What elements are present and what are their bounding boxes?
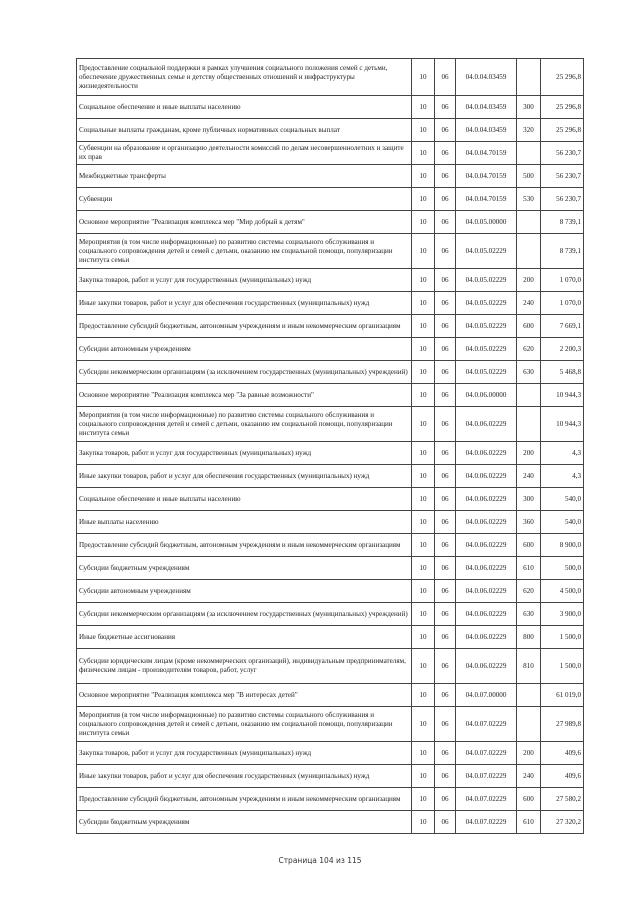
expense-type-cell — [517, 707, 541, 742]
subsection-cell: 06 — [435, 292, 456, 315]
subsection-cell: 06 — [435, 338, 456, 361]
amount-cell: 7 669,1 — [541, 315, 584, 338]
expense-type-cell: 240 — [517, 465, 541, 488]
amount-cell: 409,6 — [541, 742, 584, 765]
expense-name-cell: Мероприятия (в том числе информационные) по развитию системы социального обслуживания и социального сопровождения детей и семей с детьми, оказанию им социальной помощи, популяризации института семьи — [77, 707, 412, 742]
amount-cell: 27 989,8 — [541, 707, 584, 742]
subsection-cell: 06 — [435, 580, 456, 603]
amount-cell: 27 580,2 — [541, 788, 584, 811]
expense-name-cell: Субвенции — [77, 188, 412, 211]
amount-cell: 8 739,1 — [541, 234, 584, 269]
target-article-cell: 04.0.04.03459 — [456, 119, 517, 142]
section-cell: 10 — [412, 649, 435, 684]
target-article-cell: 04.0.06.02229 — [456, 580, 517, 603]
expense-name-cell: Основное мероприятие "Реализация комплекса мер "Мир добрый к детям" — [77, 211, 412, 234]
expense-type-cell: 630 — [517, 603, 541, 626]
target-article-cell: 04.0.06.02229 — [456, 511, 517, 534]
amount-cell: 3 900,0 — [541, 603, 584, 626]
table-row — [77, 684, 584, 707]
table-row — [77, 338, 584, 361]
target-article-cell: 04.0.07.02229 — [456, 811, 517, 834]
expense-type-cell: 620 — [517, 580, 541, 603]
subsection-cell: 06 — [435, 557, 456, 580]
expense-type-cell: 800 — [517, 626, 541, 649]
expense-type-cell — [517, 59, 541, 96]
amount-cell: 25 296,8 — [541, 119, 584, 142]
target-article-cell: 04.0.07.02229 — [456, 707, 517, 742]
table-row — [77, 211, 584, 234]
table-row — [77, 234, 584, 269]
target-article-cell: 04.0.06.02229 — [456, 626, 517, 649]
amount-cell: 56 230,7 — [541, 165, 584, 188]
table-row — [77, 361, 584, 384]
expense-name-cell: Субвенции на образование и организацию деятельности комиссий по делам несовершеннолетних и защите их прав — [77, 142, 412, 165]
expense-name-cell: Субсидии некоммерческим организациям (за исключением государственных (муниципальных) учреждений) — [77, 603, 412, 626]
expense-name-cell: Предоставление субсидий бюджетным, автономным учреждениям и иным некоммерческим организациям — [77, 788, 412, 811]
target-article-cell: 04.0.05.00000 — [456, 211, 517, 234]
amount-cell: 25 296,8 — [541, 59, 584, 96]
amount-cell: 56 230,7 — [541, 142, 584, 165]
expense-type-cell: 200 — [517, 442, 541, 465]
section-cell: 10 — [412, 788, 435, 811]
target-article-cell: 04.0.04.70159 — [456, 188, 517, 211]
target-article-cell: 04.0.05.02229 — [456, 338, 517, 361]
target-article-cell: 04.0.05.02229 — [456, 315, 517, 338]
section-cell: 10 — [412, 407, 435, 442]
amount-cell: 1 070,0 — [541, 269, 584, 292]
expense-type-cell: 600 — [517, 315, 541, 338]
section-cell: 10 — [412, 465, 435, 488]
subsection-cell: 06 — [435, 707, 456, 742]
amount-cell: 8 900,0 — [541, 534, 584, 557]
amount-cell: 409,6 — [541, 765, 584, 788]
target-article-cell: 04.0.04.70159 — [456, 165, 517, 188]
table-row — [77, 580, 584, 603]
expense-type-cell — [517, 234, 541, 269]
subsection-cell: 06 — [435, 188, 456, 211]
table-row — [77, 59, 584, 96]
section-cell: 10 — [412, 292, 435, 315]
expense-name-cell: Субсидии бюджетным учреждениям — [77, 811, 412, 834]
page-number: Страница 104 из 115 — [278, 856, 362, 865]
target-article-cell: 04.0.05.02229 — [456, 292, 517, 315]
table-row — [77, 765, 584, 788]
target-article-cell: 04.0.07.02229 — [456, 788, 517, 811]
target-article-cell: 04.0.04.70159 — [456, 142, 517, 165]
subsection-cell: 06 — [435, 465, 456, 488]
section-cell: 10 — [412, 557, 435, 580]
amount-cell: 5 468,8 — [541, 361, 584, 384]
amount-cell: 56 230,7 — [541, 188, 584, 211]
subsection-cell: 06 — [435, 211, 456, 234]
target-article-cell: 04.0.06.02229 — [456, 534, 517, 557]
expense-name-cell: Иные выплаты населению — [77, 511, 412, 534]
section-cell: 10 — [412, 315, 435, 338]
subsection-cell: 06 — [435, 488, 456, 511]
amount-cell: 4,3 — [541, 465, 584, 488]
section-cell: 10 — [412, 707, 435, 742]
section-cell: 10 — [412, 580, 435, 603]
amount-cell: 10 944,3 — [541, 407, 584, 442]
table-row — [77, 119, 584, 142]
subsection-cell: 06 — [435, 649, 456, 684]
table-row — [77, 165, 584, 188]
amount-cell: 1 500,0 — [541, 626, 584, 649]
table-row — [77, 603, 584, 626]
section-cell: 10 — [412, 269, 435, 292]
amount-cell: 8 739,1 — [541, 211, 584, 234]
amount-cell: 61 019,0 — [541, 684, 584, 707]
subsection-cell: 06 — [435, 626, 456, 649]
subsection-cell: 06 — [435, 534, 456, 557]
target-article-cell: 04.0.07.02229 — [456, 742, 517, 765]
expense-name-cell: Основное мероприятие "Реализация комплекса мер "За равные возможности" — [77, 384, 412, 407]
expense-name-cell: Социальное обеспечение и иные выплаты населению — [77, 488, 412, 511]
expense-name-cell: Иные бюджетные ассигнования — [77, 626, 412, 649]
expense-name-cell: Субсидии автономным учреждениям — [77, 580, 412, 603]
section-cell: 10 — [412, 338, 435, 361]
subsection-cell: 06 — [435, 811, 456, 834]
section-cell: 10 — [412, 765, 435, 788]
section-cell: 10 — [412, 488, 435, 511]
amount-cell: 10 944,3 — [541, 384, 584, 407]
target-article-cell: 04.0.06.02229 — [456, 603, 517, 626]
table-row — [77, 269, 584, 292]
target-article-cell: 04.0.07.02229 — [456, 765, 517, 788]
expense-type-cell — [517, 211, 541, 234]
expense-name-cell: Предоставление субсидий бюджетным, автономным учреждениям и иным некоммерческим организациям — [77, 534, 412, 557]
amount-cell: 4,3 — [541, 442, 584, 465]
expense-type-cell: 200 — [517, 742, 541, 765]
section-cell: 10 — [412, 626, 435, 649]
section-cell: 10 — [412, 742, 435, 765]
table-row — [77, 511, 584, 534]
section-cell: 10 — [412, 442, 435, 465]
amount-cell: 540,0 — [541, 511, 584, 534]
section-cell: 10 — [412, 511, 435, 534]
section-cell: 10 — [412, 188, 435, 211]
expense-type-cell: 240 — [517, 765, 541, 788]
subsection-cell: 06 — [435, 765, 456, 788]
subsection-cell: 06 — [435, 142, 456, 165]
amount-cell: 27 320,2 — [541, 811, 584, 834]
subsection-cell: 06 — [435, 165, 456, 188]
expense-type-cell: 620 — [517, 338, 541, 361]
expense-type-cell: 600 — [517, 534, 541, 557]
expense-type-cell: 200 — [517, 269, 541, 292]
expense-type-cell: 530 — [517, 188, 541, 211]
target-article-cell: 04.0.06.02229 — [456, 442, 517, 465]
table-row — [77, 315, 584, 338]
subsection-cell: 06 — [435, 119, 456, 142]
table-row — [77, 649, 584, 684]
target-article-cell: 04.0.06.02229 — [456, 465, 517, 488]
table-row — [77, 534, 584, 557]
target-article-cell: 04.0.04.03459 — [456, 96, 517, 119]
target-article-cell: 04.0.05.02229 — [456, 269, 517, 292]
subsection-cell: 06 — [435, 384, 456, 407]
subsection-cell: 06 — [435, 269, 456, 292]
table-row — [77, 142, 584, 165]
target-article-cell: 04.0.04.03459 — [456, 59, 517, 96]
expense-type-cell: 500 — [517, 165, 541, 188]
table-row — [77, 742, 584, 765]
target-article-cell: 04.0.07.00000 — [456, 684, 517, 707]
table-row — [77, 465, 584, 488]
expense-name-cell: Иные закупки товаров, работ и услуг для обеспечения государственных (муниципальных) нужд — [77, 292, 412, 315]
section-cell: 10 — [412, 534, 435, 557]
expense-type-cell: 600 — [517, 788, 541, 811]
expense-name-cell: Субсидии некоммерческим организациям (за исключением государственных (муниципальных) учреждений) — [77, 361, 412, 384]
expense-name-cell: Межбюджетные трансферты — [77, 165, 412, 188]
expense-name-cell: Иные закупки товаров, работ и услуг для обеспечения государственных (муниципальных) нужд — [77, 765, 412, 788]
table-row — [77, 96, 584, 119]
amount-cell: 1 070,0 — [541, 292, 584, 315]
expense-name-cell: Мероприятия (в том числе информационные) по развитию системы социального обслуживания и социального сопровождения детей и семей с детьми, оказанию им социальной помощи, популяризации института семьи — [77, 407, 412, 442]
expense-name-cell: Предоставление субсидий бюджетным, автономным учреждениям и иным некоммерческим организациям — [77, 315, 412, 338]
expense-type-cell: 300 — [517, 96, 541, 119]
table-row — [77, 442, 584, 465]
subsection-cell: 06 — [435, 511, 456, 534]
table-row — [77, 407, 584, 442]
subsection-cell: 06 — [435, 442, 456, 465]
expense-type-cell — [517, 684, 541, 707]
table-row — [77, 384, 584, 407]
section-cell: 10 — [412, 119, 435, 142]
subsection-cell: 06 — [435, 407, 456, 442]
amount-cell: 2 200,3 — [541, 338, 584, 361]
section-cell: 10 — [412, 142, 435, 165]
expense-type-cell: 320 — [517, 119, 541, 142]
table-row — [77, 788, 584, 811]
target-article-cell: 04.0.06.02229 — [456, 407, 517, 442]
expense-name-cell: Иные закупки товаров, работ и услуг для обеспечения государственных (муниципальных) нужд — [77, 465, 412, 488]
expense-name-cell: Предоставление социальной поддержки в рамках улучшения социального положения семей с детьми, обеспечение дружественных семье и детству общественных отношений и инфраструктуры жизнедеятельности — [77, 59, 412, 96]
expense-type-cell: 630 — [517, 361, 541, 384]
expense-type-cell — [517, 384, 541, 407]
expense-type-cell: 610 — [517, 557, 541, 580]
expense-type-cell — [517, 142, 541, 165]
expense-type-cell: 240 — [517, 292, 541, 315]
section-cell: 10 — [412, 234, 435, 269]
expense-type-cell: 810 — [517, 649, 541, 684]
expense-name-cell: Закупка товаров, работ и услуг для государственных (муниципальных) нужд — [77, 742, 412, 765]
expense-name-cell: Закупка товаров, работ и услуг для государственных (муниципальных) нужд — [77, 269, 412, 292]
target-article-cell: 04.0.06.02229 — [456, 488, 517, 511]
expense-type-cell: 360 — [517, 511, 541, 534]
subsection-cell: 06 — [435, 361, 456, 384]
table-row — [77, 292, 584, 315]
expense-name-cell: Основное мероприятие "Реализация комплекса мер "В интересах детей" — [77, 684, 412, 707]
section-cell: 10 — [412, 361, 435, 384]
table-row — [77, 557, 584, 580]
target-article-cell: 04.0.06.00000 — [456, 384, 517, 407]
amount-cell: 4 500,0 — [541, 580, 584, 603]
subsection-cell: 06 — [435, 96, 456, 119]
expense-type-cell: 610 — [517, 811, 541, 834]
section-cell: 10 — [412, 684, 435, 707]
expense-name-cell: Субсидии бюджетным учреждениям — [77, 557, 412, 580]
amount-cell: 540,0 — [541, 488, 584, 511]
target-article-cell: 04.0.06.02229 — [456, 649, 517, 684]
table-body — [77, 59, 584, 834]
table-row — [77, 811, 584, 834]
subsection-cell: 06 — [435, 234, 456, 269]
subsection-cell: 06 — [435, 788, 456, 811]
subsection-cell: 06 — [435, 315, 456, 338]
subsection-cell: 06 — [435, 59, 456, 96]
table-row — [77, 188, 584, 211]
section-cell: 10 — [412, 603, 435, 626]
section-cell: 10 — [412, 384, 435, 407]
subsection-cell: 06 — [435, 684, 456, 707]
amount-cell: 1 500,0 — [541, 649, 584, 684]
budget-table — [76, 58, 584, 834]
expense-name-cell: Субсидии юридическим лицам (кроме некоммерческих организаций), индивидуальным предпринимателям, физическим лицам - производителям товаров, работ, услуг — [77, 649, 412, 684]
section-cell: 10 — [412, 165, 435, 188]
subsection-cell: 06 — [435, 742, 456, 765]
section-cell: 10 — [412, 59, 435, 96]
expense-name-cell: Социальное обеспечение и иные выплаты населению — [77, 96, 412, 119]
target-article-cell: 04.0.05.02229 — [456, 234, 517, 269]
expense-type-cell — [517, 407, 541, 442]
section-cell: 10 — [412, 211, 435, 234]
amount-cell: 25 296,8 — [541, 96, 584, 119]
expense-name-cell: Закупка товаров, работ и услуг для государственных (муниципальных) нужд — [77, 442, 412, 465]
expense-type-cell: 300 — [517, 488, 541, 511]
table-row — [77, 626, 584, 649]
subsection-cell: 06 — [435, 603, 456, 626]
expense-name-cell: Субсидии автономным учреждениям — [77, 338, 412, 361]
section-cell: 10 — [412, 811, 435, 834]
target-article-cell: 04.0.06.02229 — [456, 557, 517, 580]
table-row — [77, 707, 584, 742]
expense-name-cell: Мероприятия (в том числе информационные) по развитию системы социального обслуживания и социального сопровождения детей и семей с детьми, оказанию им социальной помощи, популяризации института семьи — [77, 234, 412, 269]
section-cell: 10 — [412, 96, 435, 119]
amount-cell: 500,0 — [541, 557, 584, 580]
expense-name-cell: Социальные выплаты гражданам, кроме публичных нормативных социальных выплат — [77, 119, 412, 142]
target-article-cell: 04.0.05.02229 — [456, 361, 517, 384]
table-row — [77, 488, 584, 511]
